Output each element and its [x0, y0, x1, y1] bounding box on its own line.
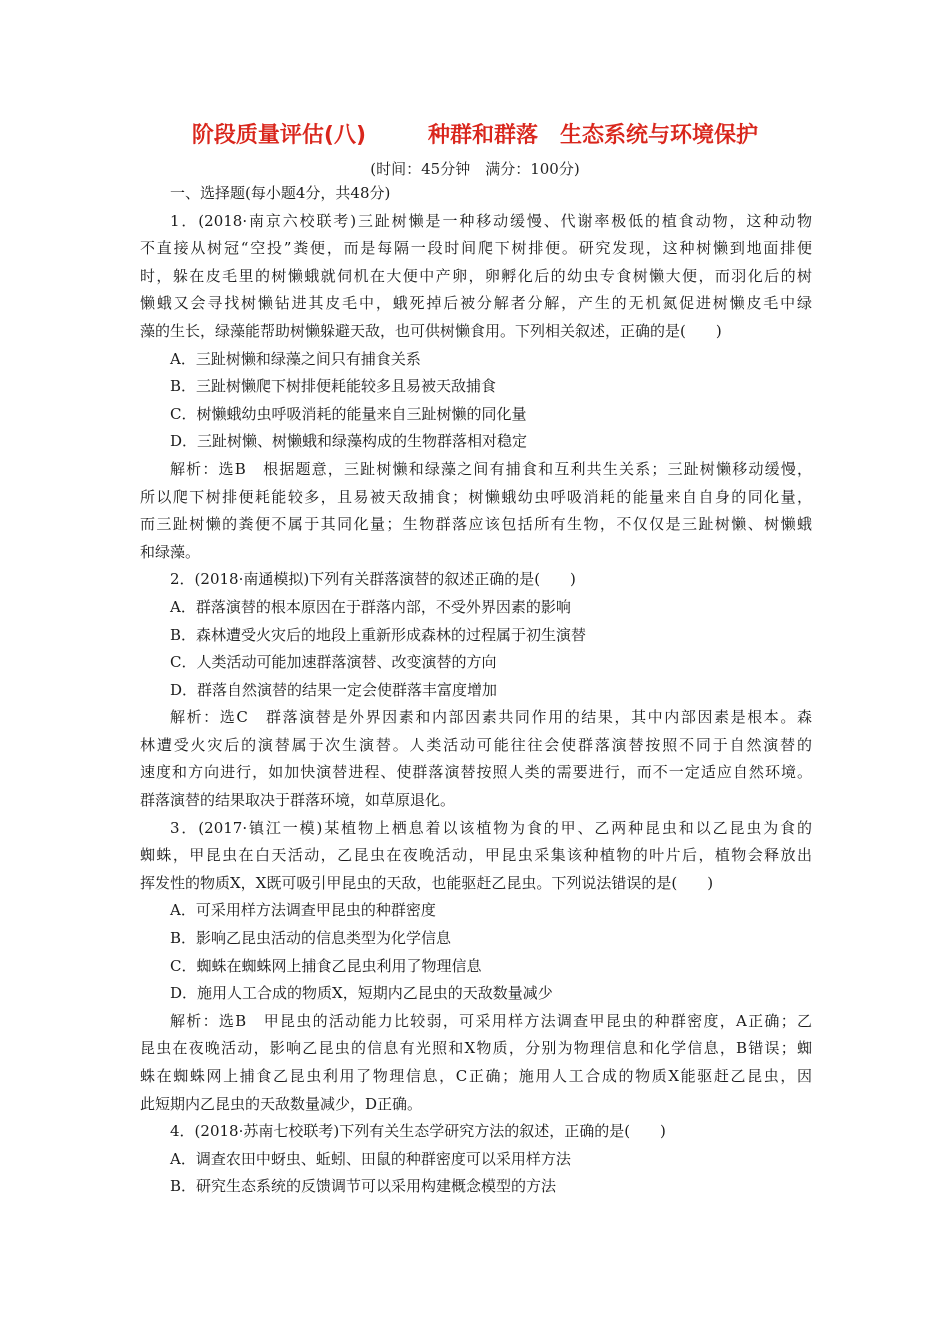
answer-option: B．研究生态系统的反馈调节可以采用构建概念模型的方法: [170, 1177, 557, 1196]
answer-option: A．群落演替的根本原因在于群落内部，不受外界因素的影响: [170, 597, 571, 616]
section-heading: 一、选择题(每小题4分，共48分): [170, 184, 391, 202]
analysis-line: 所以爬下树排便耗能较多，且易被天敌捕食；树懒蛾幼虫呼吸消耗的能量来自自身的同化量，: [140, 487, 812, 506]
question-stem-line: 蜘蛛，甲昆虫在白天活动，乙昆虫在夜晚活动，甲昆虫采集该种植物的叶片后，植物会释放出: [140, 846, 812, 865]
question-stem-line: 不直接从树冠“空投”粪便，而是每隔一段时间爬下树排便。研究发现，这种树懒到地面排便: [140, 239, 812, 258]
question-stem-line: 时，躲在皮毛里的树懒蛾就伺机在大便中产卵，卵孵化后的幼虫专食树懒大便，而羽化后的树: [140, 266, 812, 285]
question-stem-line: 2．(2018·南通模拟)下列有关群落演替的叙述正确的是( ): [170, 570, 576, 589]
answer-option: D．三趾树懒、树懒蛾和绿藻构成的生物群落相对稳定: [170, 432, 528, 451]
page-title: [0, 118, 950, 149]
title-part1: 阶段质量评估(八): [191, 123, 367, 148]
answer-option: D．群落自然演替的结果一定会使群落丰富度增加: [170, 680, 498, 699]
exam-info: (时间：45分钟 满分：100分): [370, 160, 580, 178]
analysis-line: 解析：选B 甲昆虫的活动能力比较弱，可采用样方法调查甲昆虫的种群密度，A正确；乙: [170, 1011, 812, 1030]
analysis-line: 和绿藻。: [140, 542, 201, 561]
analysis-line: 群落演替的结果取决于群落环境，如草原退化。: [140, 791, 456, 810]
analysis-line: 解析：选B 根据题意，三趾树懒和绿藻之间有捕食和互利共生关系；三趾树懒移动缓慢，: [170, 459, 812, 478]
answer-option: A．可采用样方法调查甲昆虫的种群密度: [170, 901, 436, 920]
analysis-line: 速度和方向进行，如加快演替进程、使群落演替按照人类的需要进行，而不一定适应自然环境。: [140, 763, 812, 782]
answer-option: B．森林遭受火灾后的地段上重新形成森林的过程属于初生演替: [170, 625, 587, 644]
analysis-line: 昆虫在夜晚活动，影响乙昆虫的信息有光照和X物质，分别为物理信息和化学信息，B错误；蜘: [140, 1039, 812, 1058]
answer-option: A．调查农田中蚜虫、蚯蚓、田鼠的种群密度可以采用样方法: [170, 1149, 571, 1168]
analysis-line: 解析：选C 群落演替是外界因素和内部因素共同作用的结果，其中内部因素是根本。森: [170, 708, 812, 727]
question-stem-line: 挥发性的物质X，X既可吸引甲昆虫的天敌，也能驱赶乙昆虫。下列说法错误的是( ): [140, 873, 714, 892]
analysis-line: 而三趾树懒的粪便不属于其同化量；生物群落应该包括所有生物，不仅仅是三趾树懒、树懒蛾: [140, 515, 812, 534]
answer-option: B．影响乙昆虫活动的信息类型为化学信息: [170, 929, 452, 948]
question-stem-line: 3．(2017·镇江一模)某植物上栖息着以该植物为食的甲、乙两种昆虫和以乙昆虫为食的: [170, 818, 812, 837]
question-stem-line: 1．(2018·南京六校联考)三趾树懒是一种移动缓慢、代谢率极低的植食动物，这种动物: [170, 211, 812, 230]
analysis-line: 蛛在蜘蛛网上捕食乙昆虫利用了物理信息，C正确；施用人工合成的物质X能驱赶乙昆虫，因: [140, 1067, 812, 1085]
analysis-line: 林遭受火灾后的演替属于次生演替。人类活动可能往往会使群落演替按照不同于自然演替的: [140, 735, 812, 754]
question-stem-line: 4．(2018·苏南七校联考)下列有关生态学研究方法的叙述，正确的是( ): [170, 1122, 666, 1141]
answer-option: C．蜘蛛在蜘蛛网上捕食乙昆虫利用了物理信息: [170, 956, 482, 975]
question-stem-line: 藻的生长，绿藻能帮助树懒躲避天敌，也可供树懒食用。下列相关叙述，正确的是( ): [140, 321, 722, 340]
answer-option: B．三趾树懒爬下树排便耗能较多且易被天敌捕食: [170, 377, 497, 396]
question-stem-line: 懒蛾又会寻找树懒钻进其皮毛中，蛾死掉后被分解者分解，产生的无机氮促进树懒皮毛中绿: [140, 294, 812, 313]
title-part2: 种群和群落 生态系统与环境保护: [428, 123, 759, 148]
answer-option: C．树懒蛾幼虫呼吸消耗的能量来自三趾树懒的同化量: [170, 404, 527, 423]
answer-option: C．人类活动可能加速群落演替、改变演替的方向: [170, 653, 497, 672]
answer-option: A．三趾树懒和绿藻之间只有捕食关系: [170, 349, 421, 368]
analysis-line: 此短期内乙昆虫的天敌数量减少，D正确。: [140, 1094, 423, 1113]
document-body: [140, 180, 812, 1201]
answer-option: D．施用人工合成的物质X，短期内乙昆虫的天敌数量减少: [170, 984, 553, 1003]
